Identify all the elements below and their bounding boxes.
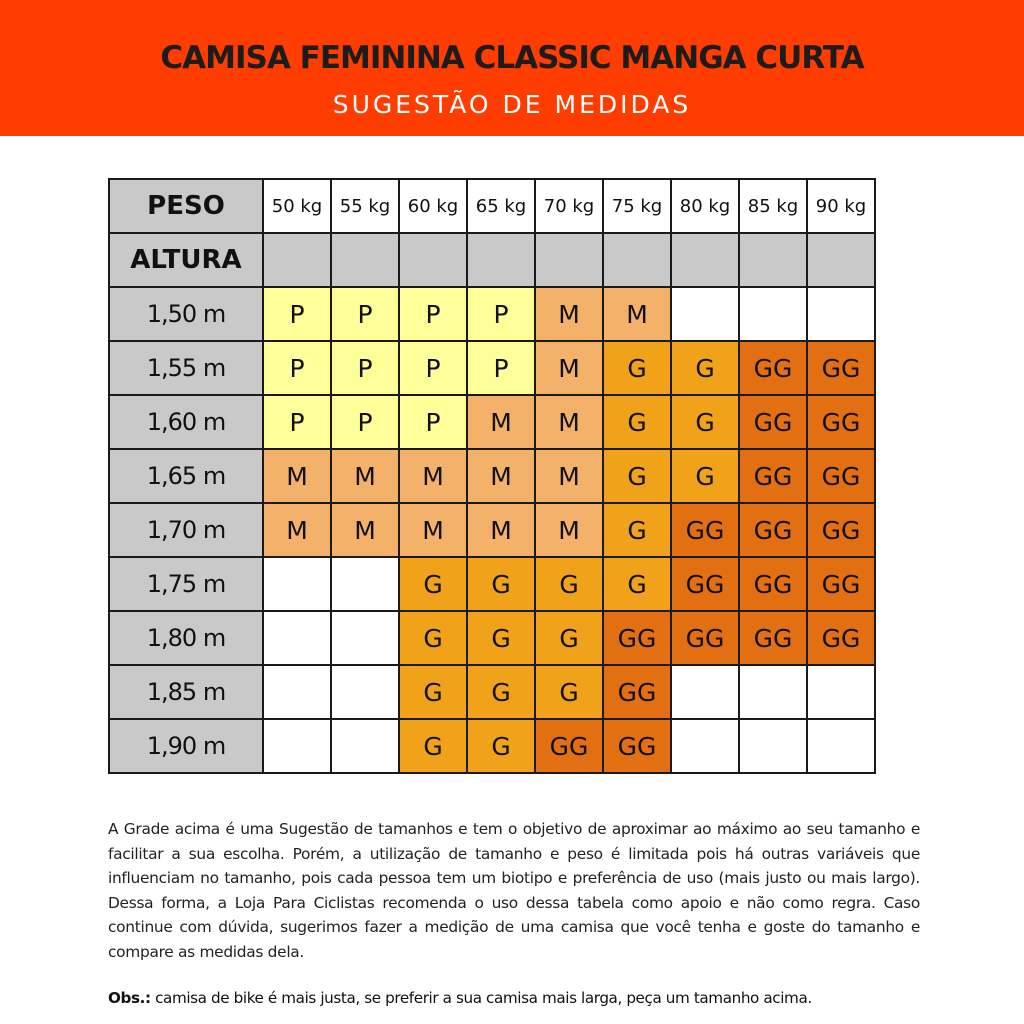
size-cell: G <box>399 719 467 773</box>
size-cell: M <box>535 341 603 395</box>
size-cell: GG <box>603 665 671 719</box>
size-cell <box>739 719 807 773</box>
size-cell: G <box>399 665 467 719</box>
size-cell <box>807 719 875 773</box>
size-cell: GG <box>807 395 875 449</box>
obs-text: camisa de bike é mais justa, se preferir a sua camisa mais larga, peça um tamanho acima. <box>150 989 812 1007</box>
size-cell: G <box>467 557 535 611</box>
weight-header-cell: 80 kg <box>671 179 739 233</box>
size-cell: GG <box>807 557 875 611</box>
size-cell: GG <box>739 503 807 557</box>
size-cell <box>331 557 399 611</box>
size-cell: G <box>603 449 671 503</box>
table-row <box>109 557 875 611</box>
height-header-spacer <box>399 233 467 287</box>
height-cell: 1,70 m <box>109 503 263 557</box>
weight-header-cell: 90 kg <box>807 179 875 233</box>
size-cell: P <box>263 341 331 395</box>
size-cell: M <box>535 449 603 503</box>
size-cell: GG <box>603 719 671 773</box>
height-label: ALTURA <box>109 233 263 287</box>
weight-header-cell: 60 kg <box>399 179 467 233</box>
size-cell: G <box>467 665 535 719</box>
weight-header-cell: 85 kg <box>739 179 807 233</box>
size-cell <box>739 287 807 341</box>
height-header-spacer <box>671 233 739 287</box>
size-cell: GG <box>739 341 807 395</box>
weight-header-cell: 55 kg <box>331 179 399 233</box>
size-cell: M <box>467 395 535 449</box>
height-header-spacer <box>331 233 399 287</box>
height-header-row <box>109 233 875 287</box>
size-cell: G <box>535 611 603 665</box>
page-subtitle: SUGESTÃO DE MEDIDAS <box>332 90 692 119</box>
size-cell: G <box>671 395 739 449</box>
obs-note <box>108 986 920 1010</box>
table-row <box>109 341 875 395</box>
weight-label: PESO <box>109 179 263 233</box>
height-cell: 1,75 m <box>109 557 263 611</box>
height-cell: 1,65 m <box>109 449 263 503</box>
size-cell: P <box>399 395 467 449</box>
size-cell <box>671 287 739 341</box>
size-cell: M <box>331 449 399 503</box>
height-cell: 1,90 m <box>109 719 263 773</box>
size-cell <box>671 719 739 773</box>
size-cell: GG <box>807 449 875 503</box>
size-cell: G <box>603 557 671 611</box>
size-cell: M <box>399 449 467 503</box>
size-cell: P <box>399 287 467 341</box>
size-cell <box>263 611 331 665</box>
size-cell: M <box>263 503 331 557</box>
size-cell: P <box>331 341 399 395</box>
size-cell: M <box>603 287 671 341</box>
size-cell: G <box>399 557 467 611</box>
size-cell: P <box>467 287 535 341</box>
size-cell: G <box>671 341 739 395</box>
size-cell: GG <box>739 449 807 503</box>
size-cell: G <box>535 665 603 719</box>
size-cell: GG <box>671 503 739 557</box>
size-cell: G <box>535 557 603 611</box>
weight-header-cell: 65 kg <box>467 179 535 233</box>
size-cell: GG <box>807 503 875 557</box>
size-cell: P <box>263 395 331 449</box>
page-title: CAMISA FEMININA CLASSIC MANGA CURTA <box>160 40 864 76</box>
height-cell: 1,50 m <box>109 287 263 341</box>
height-header-spacer <box>807 233 875 287</box>
height-cell: 1,55 m <box>109 341 263 395</box>
size-cell: M <box>263 449 331 503</box>
height-cell: 1,80 m <box>109 611 263 665</box>
size-cell: G <box>467 611 535 665</box>
size-cell: M <box>535 395 603 449</box>
height-header-spacer <box>603 233 671 287</box>
size-cell: M <box>535 503 603 557</box>
size-cell: GG <box>739 611 807 665</box>
size-cell: GG <box>671 611 739 665</box>
size-cell <box>331 719 399 773</box>
size-cell: P <box>331 287 399 341</box>
table-row <box>109 287 875 341</box>
size-cell: GG <box>671 557 739 611</box>
size-cell: G <box>603 503 671 557</box>
height-header-spacer <box>263 233 331 287</box>
header-banner <box>0 0 1024 136</box>
size-cell: P <box>399 341 467 395</box>
height-cell: 1,85 m <box>109 665 263 719</box>
size-cell <box>807 665 875 719</box>
size-cell <box>263 719 331 773</box>
height-header-spacer <box>739 233 807 287</box>
table-row <box>109 611 875 665</box>
height-header-spacer <box>467 233 535 287</box>
size-cell: G <box>399 611 467 665</box>
size-cell: GG <box>807 611 875 665</box>
size-cell: GG <box>603 611 671 665</box>
size-cell: P <box>467 341 535 395</box>
size-cell: GG <box>739 557 807 611</box>
size-cell <box>671 665 739 719</box>
size-cell: M <box>535 287 603 341</box>
height-header-spacer <box>535 233 603 287</box>
size-cell: GG <box>535 719 603 773</box>
size-cell <box>331 665 399 719</box>
size-cell: G <box>603 395 671 449</box>
size-cell: M <box>467 449 535 503</box>
size-cell: GG <box>807 341 875 395</box>
size-cell <box>263 665 331 719</box>
obs-label: Obs.: <box>108 989 151 1007</box>
size-cell: G <box>467 719 535 773</box>
weight-header-cell: 50 kg <box>263 179 331 233</box>
weight-header-row <box>109 179 875 233</box>
table-row <box>109 395 875 449</box>
table-row <box>109 449 875 503</box>
table-row <box>109 719 875 773</box>
size-cell: M <box>331 503 399 557</box>
size-cell: G <box>603 341 671 395</box>
weight-header-cell: 70 kg <box>535 179 603 233</box>
disclaimer-text: A Grade acima é uma Sugestão de tamanhos e tem o objetivo de aproximar ao máximo ao seu tamanho e facilitar a sua escolha. Porém, a utilização de tamanho e peso é limitada pois há outras variáveis que influenciam no tamanho, pois cada pessoa tem um biotipo e preferência de uso (mais justo ou mais largo). Dessa forma, a Loja Para Ciclistas recomenda o uso dessa tabela como apoio e não como regra. Caso continue com dúvida, sugerimos fazer a medição de uma camisa que você tenha e goste do tamanho e compare as medidas dela. <box>108 820 920 961</box>
weight-header-cell: 75 kg <box>603 179 671 233</box>
size-cell: P <box>331 395 399 449</box>
size-cell: P <box>263 287 331 341</box>
size-chart-table <box>108 178 876 774</box>
size-cell: GG <box>739 395 807 449</box>
height-cell: 1,60 m <box>109 395 263 449</box>
size-cell <box>263 557 331 611</box>
size-cell <box>331 611 399 665</box>
size-cell <box>739 665 807 719</box>
table-row <box>109 503 875 557</box>
size-cell: M <box>399 503 467 557</box>
size-cell: G <box>671 449 739 503</box>
size-cell <box>807 287 875 341</box>
size-cell: M <box>467 503 535 557</box>
table-row <box>109 665 875 719</box>
